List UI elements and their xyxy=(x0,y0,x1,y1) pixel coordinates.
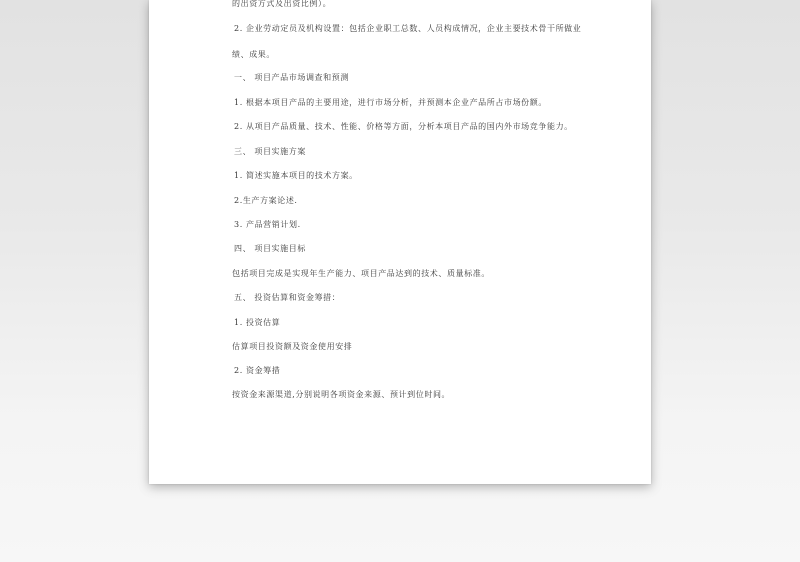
section-heading: 一、 项目产品市场调查和预测 xyxy=(234,73,349,82)
text-line: 1. 投资估算 xyxy=(234,318,281,327)
text-line: 的出资方式及出资比例）。 xyxy=(232,0,332,8)
text-line: 估算项目投资额及资金使用安排 xyxy=(232,342,353,351)
text-line: 包括项目完成是实现年生产能力、项目产品达到的技术、质量标准。 xyxy=(232,269,490,278)
text-line: 1. 简述实施本项目的技术方案。 xyxy=(234,171,358,180)
section-heading: 四、 项目实施目标 xyxy=(234,244,306,253)
document-page xyxy=(149,0,651,484)
text-line: 绩、成果。 xyxy=(232,50,275,59)
text-line: 2. 从项目产品质量、技术、性能、价格等方面，分析本项目产品的国内外市场竞争能力。 xyxy=(234,122,573,131)
text-line: 2. 企业劳动定员及机构设置：包括企业职工总数、人员构成情况，企业主要技术骨干所做业 xyxy=(234,24,582,33)
section-heading: 三、 项目实施方案 xyxy=(234,147,306,156)
text-line: 1. 根据本项目产品的主要用途，进行市场分析，并预测本企业产品所占市场份额。 xyxy=(234,98,547,107)
text-line: 2. 资金筹措 xyxy=(234,366,281,375)
text-line: 3. 产品营销计划. xyxy=(234,220,301,229)
text-line: 按资金来源渠道,分别说明各项资金来源、预计到位时间。 xyxy=(232,390,451,399)
section-heading: 五、 投资估算和资金筹措： xyxy=(234,293,341,302)
text-line: 2.生产方案论述. xyxy=(234,196,298,205)
